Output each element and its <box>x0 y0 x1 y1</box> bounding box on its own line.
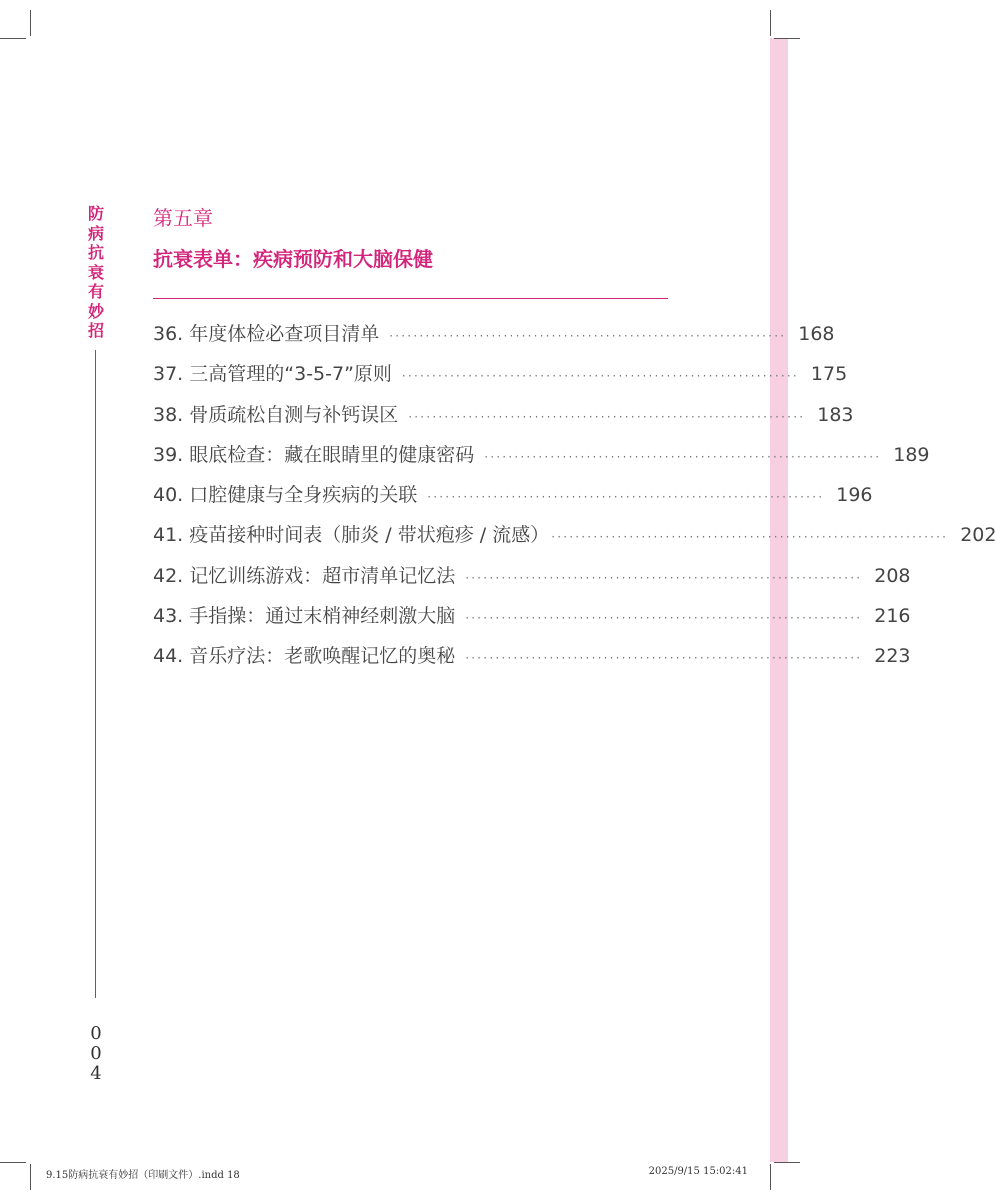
toc-entry[interactable] <box>153 561 911 601</box>
crop-mark <box>774 1162 800 1163</box>
toc-entry-page: 175 <box>810 363 848 386</box>
toc-entry-title: 36. 年度体检必查项目清单 <box>153 323 380 345</box>
crop-mark <box>0 1162 26 1163</box>
toc-entry[interactable] <box>153 641 911 681</box>
toc-entry-page: 189 <box>893 443 930 466</box>
crop-mark <box>770 10 771 36</box>
running-title-char: 招 <box>87 321 104 340</box>
toc-leader-dots: ·································································· <box>465 651 863 666</box>
toc-entry[interactable] <box>153 359 848 399</box>
bleed-strip <box>770 38 788 1162</box>
toc-entry[interactable] <box>153 601 911 641</box>
chapter-label: 第五章 <box>153 206 213 230</box>
crop-mark <box>0 38 26 39</box>
crop-mark <box>30 10 31 36</box>
running-title-char: 衰 <box>87 262 104 282</box>
print-slug-file: 9.15防病抗衰有妙招（印刷文件）.indd 18 <box>46 1170 240 1181</box>
toc-entry-title: 38. 骨质疏松自测与补钙误区 <box>153 403 399 426</box>
toc-entry-title: 44. 音乐疗法：老歌唤醒记忆的奥秘 <box>153 645 456 668</box>
toc-entry-title: 42. 记忆训练游戏：超市清单记忆法 <box>153 564 456 587</box>
page-number-digit: 0 <box>90 1043 102 1064</box>
toc-entry-page: 183 <box>817 403 854 426</box>
running-title <box>86 204 106 341</box>
page-number-digit: 4 <box>90 1063 102 1084</box>
toc-entry-title: 41. 疫苗接种时间表（肺炎 / 带状疱疹 / 流感） <box>153 524 550 547</box>
page-number-digit: 0 <box>90 1023 102 1044</box>
toc-entry-page: 196 <box>836 484 873 507</box>
chapter-title: 抗衰表单：疾病预防和大脑保健 <box>153 247 433 271</box>
toc-leader-dots: ·································································· <box>401 369 799 384</box>
toc-entry-title: 37. 三高管理的“3-5-7”原则 <box>153 363 392 386</box>
crop-mark <box>770 1164 771 1190</box>
toc-entry-page: 216 <box>874 605 911 628</box>
toc-entry-page: 208 <box>874 564 911 587</box>
crop-mark <box>774 38 800 39</box>
toc-leader-dots: ·································································· <box>389 329 787 343</box>
side-divider <box>95 350 96 998</box>
toc-leader-dots: ·································································· <box>551 530 949 545</box>
running-title-char: 有 <box>87 282 104 301</box>
toc-leader-dots: ·································································· <box>427 490 825 505</box>
toc-entry-page: 168 <box>798 323 835 345</box>
running-title-char: 妙 <box>87 301 104 321</box>
chapter-divider <box>153 298 668 299</box>
running-title-char: 病 <box>87 223 104 243</box>
toc-leader-dots: ·································································· <box>465 611 863 626</box>
toc-leader-dots: ·································································· <box>408 409 806 424</box>
toc-entry-title: 43. 手指操：通过末梢神经刺激大脑 <box>153 605 456 628</box>
toc-entry[interactable] <box>153 400 854 440</box>
running-title-char: 防 <box>87 204 104 223</box>
toc-entry[interactable] <box>153 520 996 560</box>
toc-leader-dots: ·································································· <box>484 449 882 464</box>
running-title-char: 抗 <box>87 243 104 262</box>
page-number <box>86 1024 106 1084</box>
toc-entry[interactable] <box>153 440 930 480</box>
toc-entry[interactable] <box>153 480 873 520</box>
toc-entry-page: 202 <box>960 524 996 547</box>
toc-entry-title: 39. 眼底检查：藏在眼睛里的健康密码 <box>153 443 475 466</box>
table-of-contents <box>153 319 996 682</box>
toc-entry-page: 223 <box>874 645 911 668</box>
toc-leader-dots: ·································································· <box>465 570 863 585</box>
toc-entry-title: 40. 口腔健康与全身疾病的关联 <box>153 484 418 507</box>
toc-entry[interactable] <box>153 319 835 359</box>
crop-mark <box>30 1164 31 1190</box>
print-slug-timestamp: 2025/9/15 15:02:41 <box>648 1166 748 1177</box>
